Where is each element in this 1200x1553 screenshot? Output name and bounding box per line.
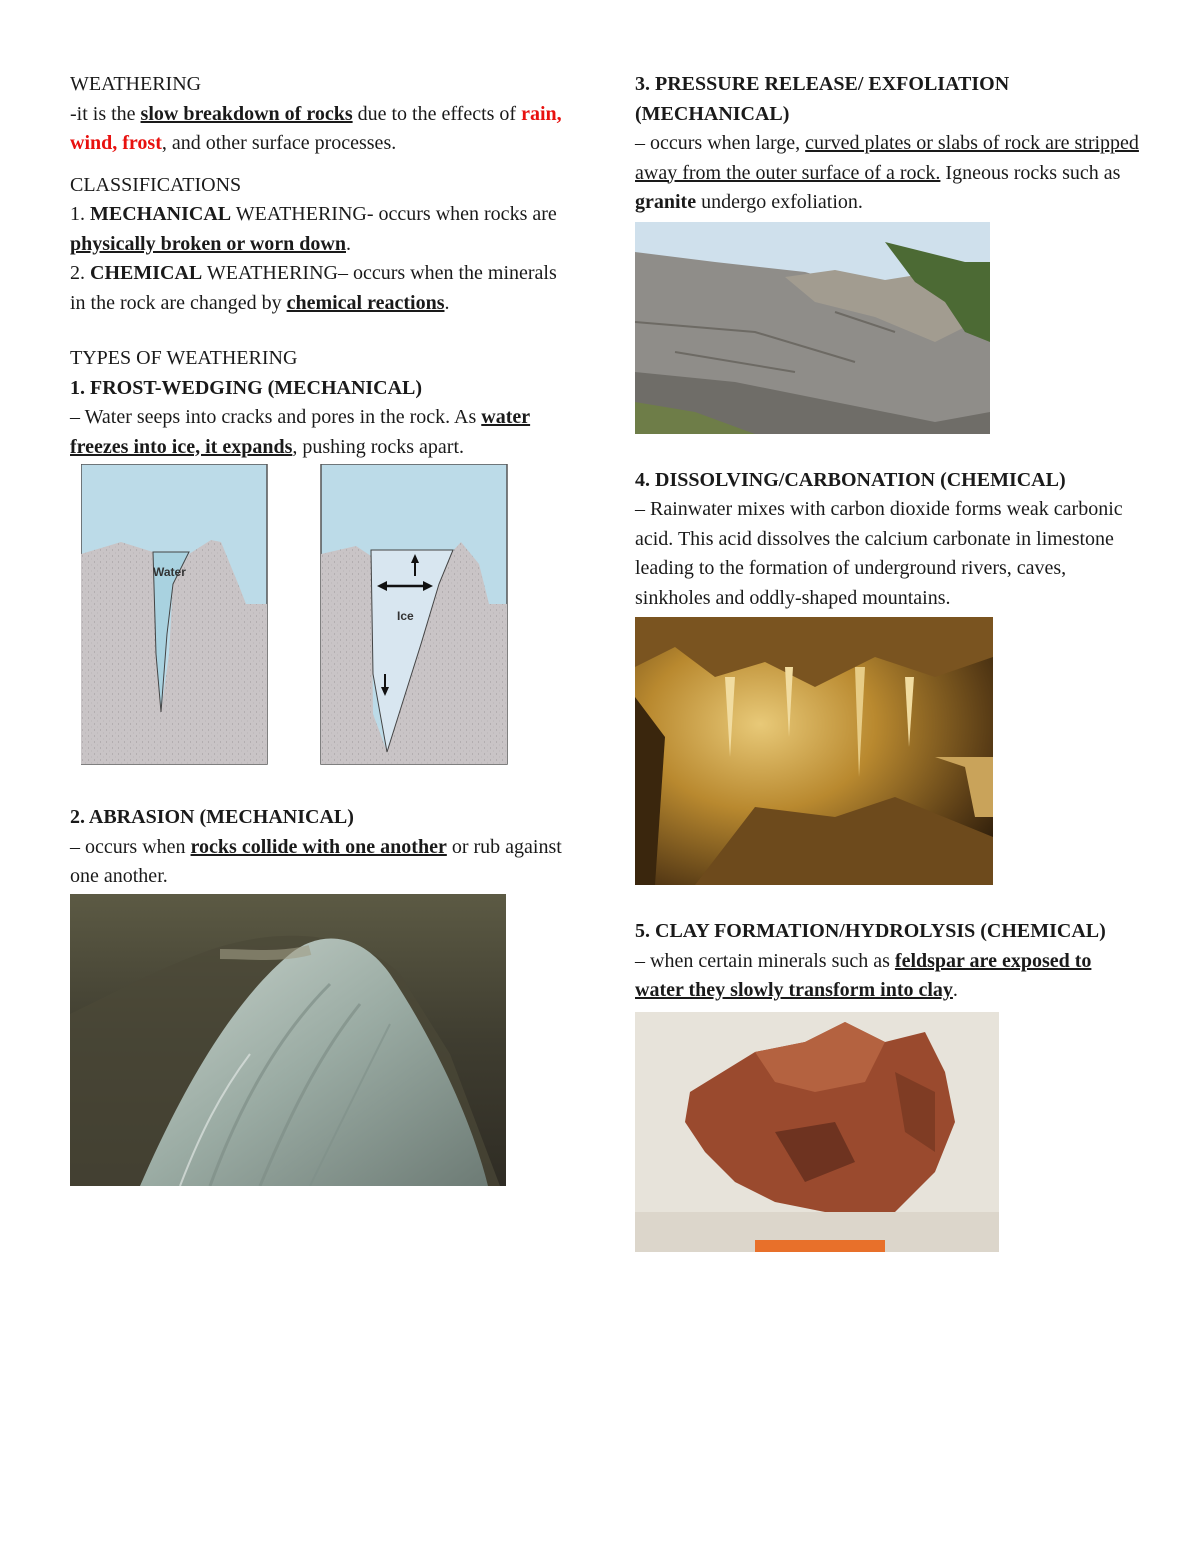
water-panel <box>81 464 267 764</box>
clay-title <box>635 917 1145 947</box>
num: 1. <box>70 203 90 225</box>
abrasion-key: rocks collide with one another <box>190 835 447 858</box>
frost-title <box>70 374 570 404</box>
mechanical-classification <box>70 200 570 259</box>
def-red: rain, wind, frost <box>70 102 562 154</box>
frost-post: , pushing rocks apart. <box>292 435 465 458</box>
def-key: slow breakdown of rocks <box>140 102 353 125</box>
abrasion-pre: – occurs when <box>70 835 191 858</box>
types-heading: TYPES OF WEATHERING <box>70 347 298 369</box>
def-text: , and other surface processes. <box>161 132 397 154</box>
def-text: due to the effects of <box>352 102 522 125</box>
frost-key: water freezes into ice, it expands <box>70 406 531 458</box>
pressure-key: curved plates or slabs of rock are stripped away from the outer surface of a rock. <box>635 132 1139 184</box>
clay-title-text: 5. CLAY FORMATION/HYDROLYSIS (CHEMICAL) <box>635 920 1106 942</box>
dissolving-title-text: 4. DISSOLVING/CARBONATION (CHEMICAL) <box>635 468 1066 491</box>
frost-text <box>70 403 570 462</box>
def-text: -it is the <box>70 102 141 125</box>
pressure-title-text: 3. PRESSURE RELEASE/ EXFOLIATION (MECHANICAL) <box>635 73 1010 125</box>
cave-photo <box>635 617 993 885</box>
abrasion-title <box>70 803 570 833</box>
ice-panel <box>321 464 507 764</box>
chem-rest: WEATHERING– occurs when the minerals in the rock are changed by <box>70 262 557 314</box>
dissolving-text: – Rainwater mixes with carbon dioxide forms weak carbonic acid. This acid dissolves the calcium carbonate in limestone leading to the formation of underground rivers, caves, sinkholes and oddly-shaped mountains. <box>635 498 1123 609</box>
left-column <box>70 70 570 1186</box>
classifications-heading: CLASSIFICATIONS <box>70 173 242 196</box>
mech-bold: MECHANICAL <box>90 203 232 225</box>
pressure-post: undergo exfoliation. <box>696 191 863 213</box>
clay-post: . <box>952 979 958 1001</box>
intro-heading: WEATHERING <box>70 73 202 95</box>
right-column <box>635 70 1145 1252</box>
frost-wedging-diagram <box>81 464 511 769</box>
chemical-classification <box>70 259 570 318</box>
pressure-title <box>635 70 1145 129</box>
abrasion-title-text: 2. ABRASION (MECHANICAL) <box>70 806 354 828</box>
frost-title-text: 1. FROST-WEDGING (MECHANICAL) <box>70 376 423 399</box>
clay-rock-photo <box>635 1012 999 1252</box>
exfoliation-photo <box>635 222 990 434</box>
pressure-pre: – occurs when large, <box>635 132 806 154</box>
pressure-bold: granite <box>635 191 697 213</box>
clay-text <box>635 947 1145 1006</box>
abrasion-text <box>70 833 570 892</box>
abrasion-post: or rub against one another. <box>70 835 562 887</box>
chem-end: . <box>444 291 450 314</box>
water-label: Water <box>153 565 186 579</box>
chem-bold: CHEMICAL <box>90 262 203 284</box>
pressure-text <box>635 129 1145 218</box>
ice-label: Ice <box>397 609 414 623</box>
mech-rest: WEATHERING- occurs when rocks are <box>231 203 557 225</box>
mech-key: physically broken or worn down <box>70 232 346 255</box>
clay-pre: – when certain minerals such as <box>635 949 895 972</box>
dissolving-title <box>635 466 1145 496</box>
abrasion-photo <box>70 894 506 1186</box>
intro-definition <box>70 100 570 159</box>
clay-key: feldspar are exposed to water they slowly transform into clay <box>635 949 1092 1001</box>
num: 2. <box>70 262 90 284</box>
frost-pre: – Water seeps into cracks and pores in the rock. As <box>70 406 482 428</box>
chem-key: chemical reactions <box>286 291 445 314</box>
mech-end: . <box>346 232 351 255</box>
pressure-mid: Igneous rocks such as <box>940 161 1121 184</box>
